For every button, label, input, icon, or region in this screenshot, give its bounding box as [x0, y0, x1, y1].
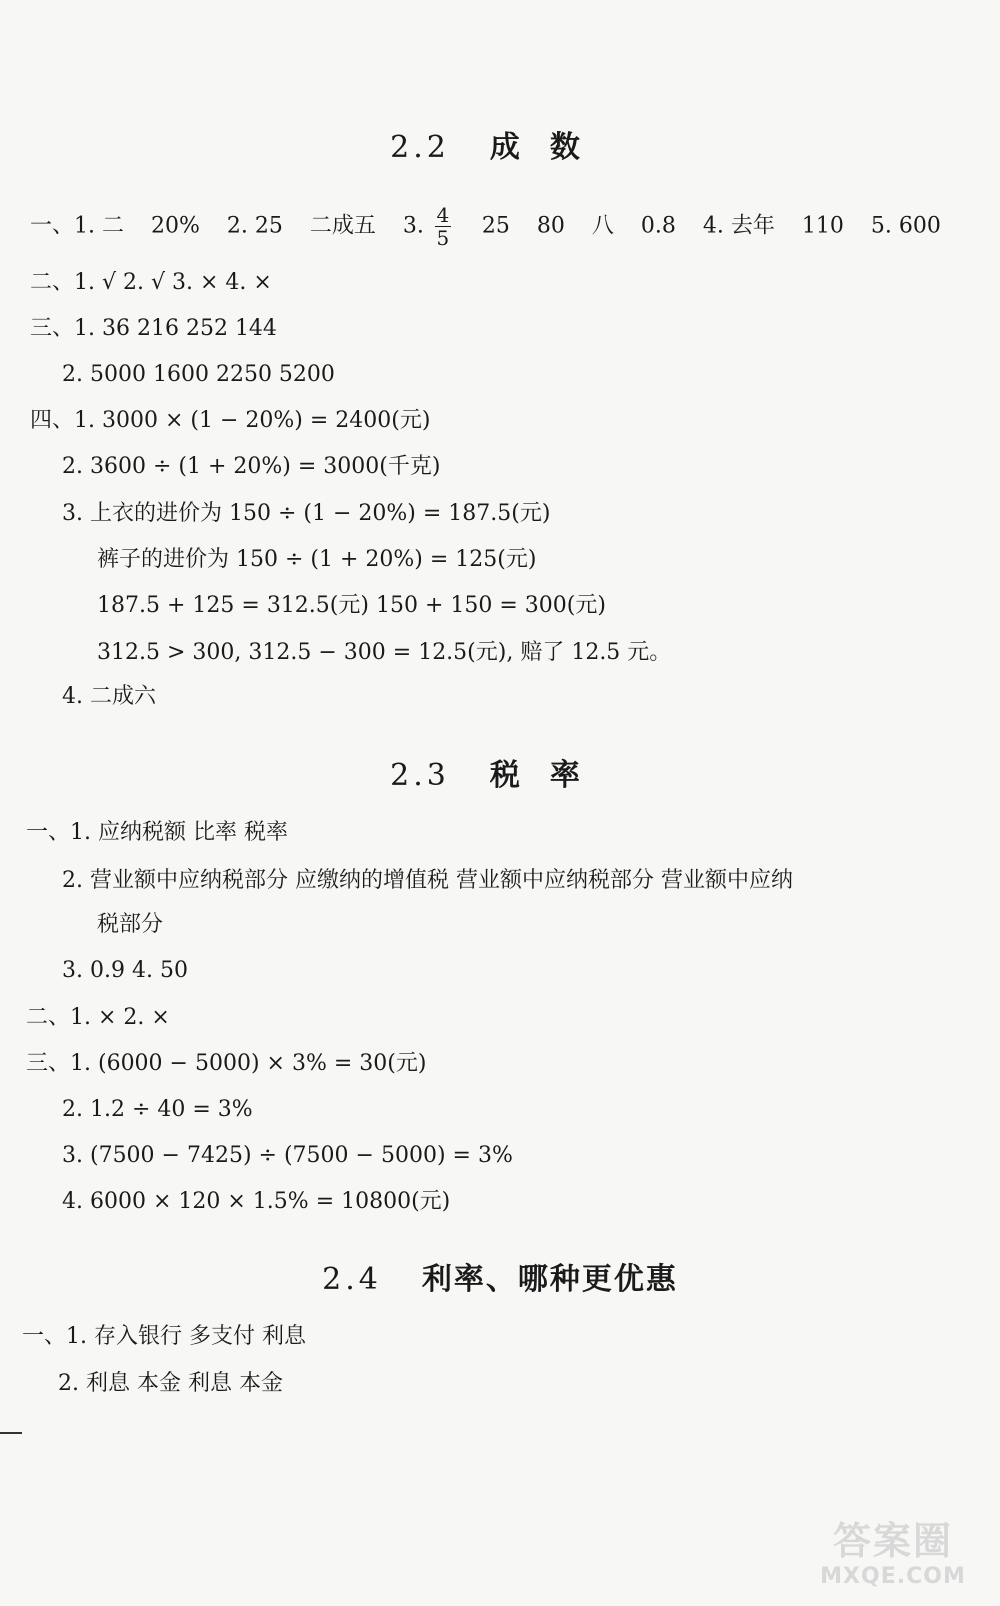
answer-part: 八: [591, 213, 614, 239]
answer-line: 312.5 > 300, 312.5 − 300 = 12.5(元), 赔了 12.5 元。: [97, 640, 672, 665]
answer-part: 80: [536, 213, 565, 239]
section-title: 成数: [489, 130, 610, 165]
answer-line: 三、1. (6000 − 5000) × 3% = 30(元): [26, 1051, 427, 1076]
fraction-numerator: 4: [436, 203, 450, 227]
answer-line: 裤子的进价为 150 ÷ (1 + 20%) = 125(元): [97, 547, 537, 572]
answer-line: 三、1. 36 216 252 144: [30, 316, 277, 341]
section-heading-2-2: [0, 122, 1000, 166]
answer-line: 4. 二成六: [62, 684, 156, 709]
section-heading-2-3: [0, 750, 1000, 794]
fraction-denominator: 5: [436, 226, 450, 250]
answer-line: 3. 0.9 4. 50: [62, 958, 188, 983]
answer-part: 2. 25: [226, 213, 283, 239]
answer-part: 20%: [150, 213, 200, 239]
answer-part: 5. 600: [870, 213, 941, 239]
fraction: [435, 204, 451, 249]
section-number: 2.3: [390, 758, 450, 793]
section-number: 2.4: [322, 1262, 382, 1297]
answer-part: 25: [481, 213, 510, 239]
answer-line: 3. (7500 − 7425) ÷ (7500 − 5000) = 3%: [62, 1143, 513, 1168]
watermark-logo: 答案圈: [832, 1519, 953, 1563]
answer-line: 四、1. 3000 × (1 − 20%) = 2400(元): [30, 408, 431, 433]
answer-line: 2. 5000 1600 2250 5200: [62, 362, 335, 387]
answer-line: 3. 上衣的进价为 150 ÷ (1 − 20%) = 187.5(元): [62, 501, 551, 526]
answer-line: 4. 6000 × 120 × 1.5% = 10800(元): [62, 1189, 451, 1214]
answer-line: 2. 1.2 ÷ 40 = 3%: [62, 1097, 253, 1122]
answer-line: 一、1. 应纳税额 比率 税率: [26, 820, 288, 845]
answer-part: 一、1. 二: [30, 213, 124, 239]
section-number: 2.2: [390, 130, 450, 165]
answer-line: 2. 利息 本金 利息 本金: [58, 1371, 283, 1396]
section-heading-2-4: [0, 1254, 1000, 1298]
answer-part: 0.8: [640, 213, 676, 239]
section-title: 利率、哪种更优惠: [421, 1262, 678, 1297]
answer-part: 3.: [402, 213, 424, 239]
answer-line: 一、1. 存入银行 多支付 利息: [22, 1324, 306, 1349]
answer-line: 2. 营业额中应纳税部分 应缴纳的增值税 营业额中应纳税部分 营业额中应纳: [62, 868, 793, 893]
answer-part: 110: [801, 213, 844, 239]
watermark-url: MXQE.COM: [820, 1564, 966, 1589]
page-rule: [0, 1432, 22, 1434]
answer-line: 二、1. √ 2. √ 3. × 4. ×: [30, 270, 272, 295]
answer-part: 二成五: [309, 213, 376, 239]
watermark: [808, 1518, 978, 1598]
answer-line: [30, 204, 941, 249]
answer-part: 4. 去年: [702, 213, 775, 239]
section-title: 税率: [489, 758, 610, 793]
answer-line: 税部分: [97, 912, 164, 937]
answer-line: 2. 3600 ÷ (1 + 20%) = 3000(千克): [62, 454, 441, 479]
answer-line: 二、1. × 2. ×: [26, 1005, 170, 1030]
answer-line: 187.5 + 125 = 312.5(元) 150 + 150 = 300(元): [97, 593, 606, 618]
